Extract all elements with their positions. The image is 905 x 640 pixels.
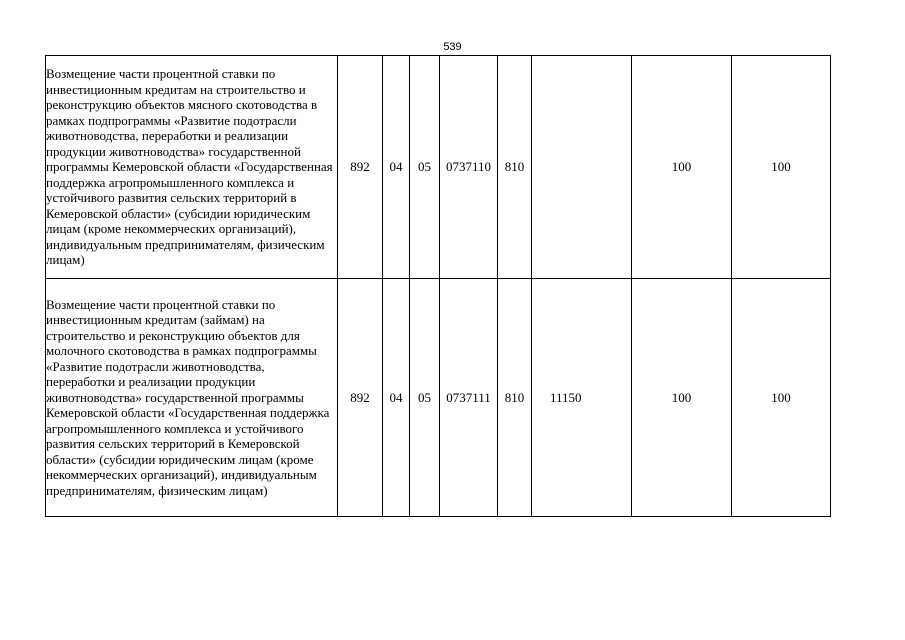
ministry-code: 892 <box>338 279 383 517</box>
page-number: 539 <box>443 41 462 53</box>
target-article-code: 0737111 <box>440 279 498 517</box>
row-description: Возмещение части процентной ставки по инвестиционным кредитам (займам) на строительство и реконструкцию объектов для молочного скотоводства в рамках подпрограммы «Развитие подотрасли животноводства, переработки и реализации продукции животноводства» государственной программы Кемеровской области «Государственная поддержка агропромышленного комплекса и устойчивого развития сельских территорий в Кемеровской области» (субсидии юридическим лицам (кроме некоммерческих организаций), индивидуальным предпринимателям, физическим лицам) <box>46 279 338 517</box>
section-code: 04 <box>383 279 410 517</box>
amount-year-2: 100 <box>632 56 732 279</box>
amount-year-1 <box>532 56 632 279</box>
target-article-code: 0737110 <box>440 56 498 279</box>
subsection-code: 05 <box>410 279 440 517</box>
expense-type-code: 810 <box>498 56 532 279</box>
expense-type-code: 810 <box>498 279 532 517</box>
amount-year-3: 100 <box>732 279 831 517</box>
row-description: Возмещение части процентной ставки по инвестиционным кредитам на строительство и реконструкцию объектов мясного скотоводства в рамках подпрограммы «Развитие подотрасли животноводства, переработки и реализации продукции животноводства» государственной программы Кемеровской области «Государственная поддержка агропромышленного комплекса и устойчивого развития сельских территорий в Кемеровской области» (субсидии юридическим лицам (кроме некоммерческих организаций), индивидуальным предпринимателям, физическим лицам) <box>46 56 338 279</box>
subsection-code: 05 <box>410 56 440 279</box>
amount-year-3: 100 <box>732 56 831 279</box>
budget-table <box>45 55 831 517</box>
table-row <box>46 56 831 279</box>
section-code: 04 <box>383 56 410 279</box>
table-row <box>46 279 831 517</box>
ministry-code: 892 <box>338 56 383 279</box>
amount-year-2: 100 <box>632 279 732 517</box>
amount-year-1: 11150 <box>532 279 632 517</box>
